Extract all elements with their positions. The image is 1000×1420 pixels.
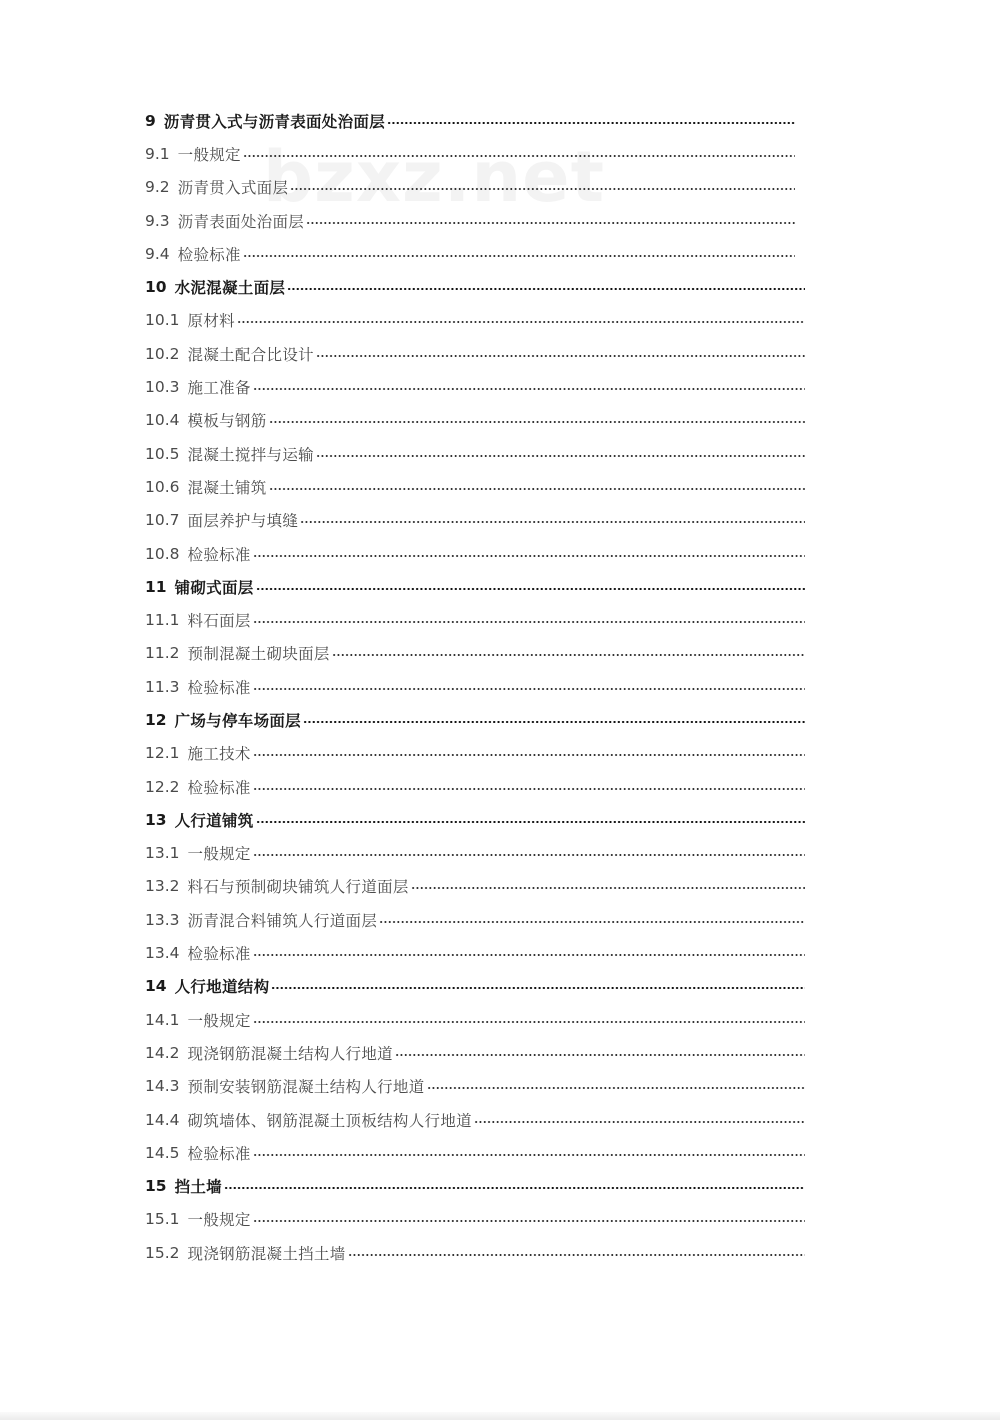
toc-entry-number: 10.3: [145, 378, 180, 397]
toc-entry-number: 12.2: [145, 777, 180, 796]
toc-entry-number: 14.2: [145, 1043, 180, 1062]
toc-chapter-entry[interactable]: [145, 703, 805, 736]
toc-dot-leader: [332, 654, 805, 656]
toc-dot-leader: [253, 754, 805, 756]
toc-entry-title: 施工技术: [187, 745, 251, 764]
toc-dot-leader: [387, 122, 795, 124]
toc-section-entry[interactable]: [145, 1070, 805, 1103]
toc-section-entry[interactable]: [145, 1236, 805, 1269]
toc-entry-title: 施工准备: [187, 379, 251, 398]
page-edge: [0, 1412, 1000, 1420]
watermark: bzxz.net: [263, 136, 606, 218]
toc-dot-leader: [271, 987, 805, 989]
toc-section-entry[interactable]: [145, 171, 805, 204]
toc-section-entry[interactable]: [145, 137, 805, 170]
toc-entry-number: 12.1: [145, 744, 180, 763]
toc-section-entry[interactable]: [145, 1136, 805, 1169]
toc-dot-leader: [290, 188, 795, 190]
toc-dot-leader: [253, 688, 805, 690]
toc-entry-number: 13: [145, 810, 167, 829]
toc-entry-title: 检验标准: [187, 1144, 251, 1163]
toc-section-entry[interactable]: [145, 737, 805, 770]
toc-section-entry[interactable]: [145, 837, 805, 870]
toc-entry-title: 检验标准: [187, 945, 251, 964]
toc-section-entry[interactable]: [145, 936, 805, 969]
toc-dot-leader: [253, 1021, 805, 1023]
toc-entry-title: 一般规定: [187, 1011, 251, 1030]
toc-entry-title: 检验标准: [187, 678, 251, 697]
toc-entry-number: 9.1: [145, 144, 170, 163]
toc-entry-number: 10.1: [145, 311, 180, 330]
toc-entry-title: 广场与停车场面层: [174, 711, 301, 730]
toc-chapter-entry[interactable]: [145, 1170, 805, 1203]
toc-dot-leader: [303, 721, 805, 723]
toc-chapter-entry[interactable]: [145, 803, 805, 836]
toc-dot-leader: [411, 887, 805, 889]
toc-section-entry[interactable]: [145, 404, 805, 437]
toc-section-entry[interactable]: [145, 537, 805, 570]
toc-dot-leader: [253, 1154, 805, 1156]
toc-dot-leader: [269, 421, 805, 423]
toc-section-entry[interactable]: [145, 637, 805, 670]
toc-entry-number: 14.3: [145, 1077, 180, 1096]
toc-entry-number: 9.2: [145, 178, 170, 197]
toc-entry-title: 预制安装钢筋混凝土结构人行地道: [187, 1078, 425, 1097]
toc-dot-leader: [269, 488, 805, 490]
toc-dot-leader: [253, 788, 805, 790]
toc-section-entry[interactable]: [145, 204, 805, 237]
toc-entry-title: 一般规定: [177, 145, 241, 164]
toc-entry-number: 15.1: [145, 1210, 180, 1229]
toc-entry-number: 13.4: [145, 944, 180, 963]
toc-entry-title: 砌筑墙体、钢筋混凝土顶板结构人行地道: [187, 1111, 472, 1130]
toc-entry-number: 11: [145, 577, 167, 596]
toc-entry-title: 现浇钢筋混凝土挡土墙: [187, 1244, 346, 1263]
toc-section-entry[interactable]: [145, 1203, 805, 1236]
toc-entry-number: 10.5: [145, 444, 180, 463]
toc-entry-number: 10.4: [145, 411, 180, 430]
toc-dot-leader: [395, 1054, 805, 1056]
toc-entry-title: 沥青表面处治面层: [177, 212, 305, 231]
toc-dot-leader: [316, 455, 805, 457]
toc-dot-leader: [316, 355, 805, 357]
toc-entry-number: 14.4: [145, 1110, 180, 1129]
toc-dot-leader: [256, 821, 805, 823]
toc-section-entry[interactable]: [145, 304, 805, 337]
toc-dot-leader: [474, 1121, 805, 1123]
toc-entry-title: 沥青贯入式与沥青表面处治面层: [163, 112, 385, 131]
toc-entry-title: 模板与钢筋: [187, 412, 267, 431]
toc-entry-number: 9.4: [145, 244, 170, 263]
toc-entry-title: 料石与预制砌块铺筑人行道面层: [187, 878, 409, 897]
toc-section-entry[interactable]: [145, 370, 805, 403]
toc-chapter-entry[interactable]: [145, 970, 805, 1003]
toc-section-entry[interactable]: [145, 1036, 805, 1069]
toc-entry-number: 11.2: [145, 644, 180, 663]
toc-entry-number: 13.2: [145, 877, 180, 896]
toc-entry-title: 检验标准: [187, 545, 251, 564]
toc-entry-number: 13.3: [145, 910, 180, 929]
toc-section-entry[interactable]: [145, 337, 805, 370]
toc-entry-number: 13.1: [145, 844, 180, 863]
toc-entry-number: 11.3: [145, 677, 180, 696]
toc-dot-leader: [306, 222, 795, 224]
toc-entry-title: 原材料: [187, 312, 235, 331]
toc-entry-number: 14.1: [145, 1010, 180, 1029]
toc-entry-title: 挡土墙: [174, 1178, 222, 1197]
toc-entry-number: 10.8: [145, 544, 180, 563]
toc-dot-leader: [253, 555, 805, 557]
toc-entry-title: 混凝土搅拌与运输: [187, 445, 314, 464]
toc-section-entry[interactable]: [145, 1003, 805, 1036]
toc-entry-number: 15: [145, 1177, 167, 1196]
toc-dot-leader: [427, 1087, 805, 1089]
toc-dot-leader: [253, 854, 805, 856]
toc-dot-leader: [253, 1220, 805, 1222]
toc-entry-title: 一般规定: [187, 1211, 251, 1230]
toc-dot-leader: [253, 621, 805, 623]
toc-entry-number: 10.6: [145, 477, 180, 496]
toc-dot-leader: [256, 588, 805, 590]
toc-entry-number: 14.5: [145, 1143, 180, 1162]
toc-entry-number: 14: [145, 977, 167, 996]
toc-entry-title: 混凝土配合比设计: [187, 345, 314, 364]
toc-entry-title: 面层养护与填缝: [187, 512, 299, 531]
toc-entry-title: 沥青贯入式面层: [177, 179, 289, 198]
toc-entry-number: 9.3: [145, 211, 170, 230]
toc-entry-title: 检验标准: [177, 245, 241, 264]
toc-section-entry[interactable]: [145, 870, 805, 903]
toc-chapter-entry[interactable]: [145, 270, 805, 303]
toc-entry-title: 预制混凝土砌块面层: [187, 645, 330, 664]
toc-section-entry[interactable]: [145, 237, 805, 270]
toc-entry-title: 检验标准: [187, 778, 251, 797]
toc-section-entry[interactable]: [145, 437, 805, 470]
toc-entry-number: 15.2: [145, 1243, 180, 1262]
toc-entry-title: 混凝土铺筑: [187, 478, 267, 497]
toc-section-entry[interactable]: [145, 1103, 805, 1136]
toc-dot-leader: [237, 321, 805, 323]
toc-entry-number: 11.1: [145, 611, 180, 630]
toc-entry-title: 一般规定: [187, 845, 251, 864]
toc-entry-title: 人行地道结构: [174, 978, 270, 997]
toc-dot-leader: [253, 388, 805, 390]
table-of-contents: [145, 104, 805, 1269]
toc-chapter-entry[interactable]: [145, 570, 805, 603]
toc-section-entry[interactable]: [145, 770, 805, 803]
toc-entry-number: 10.7: [145, 511, 180, 530]
toc-chapter-entry[interactable]: [145, 104, 805, 137]
toc-entry-title: 沥青混合料铺筑人行道面层: [187, 911, 378, 930]
toc-entry-title: 现浇钢筋混凝土结构人行地道: [187, 1044, 393, 1063]
toc-section-entry[interactable]: [145, 504, 805, 537]
toc-dot-leader: [300, 521, 805, 523]
toc-entry-number: 10: [145, 278, 167, 297]
toc-entry-title: 料石面层: [187, 612, 251, 631]
toc-dot-leader: [224, 1187, 805, 1189]
toc-section-entry[interactable]: [145, 903, 805, 936]
toc-dot-leader: [287, 288, 805, 290]
toc-section-entry[interactable]: [145, 670, 805, 703]
toc-entry-title: 铺砌式面层: [174, 578, 254, 597]
toc-section-entry[interactable]: [145, 470, 805, 503]
toc-dot-leader: [243, 155, 795, 157]
toc-entry-number: 12: [145, 710, 167, 729]
toc-entry-title: 水泥混凝土面层: [174, 279, 286, 298]
toc-entry-number: 10.2: [145, 344, 180, 363]
toc-dot-leader: [348, 1254, 805, 1256]
toc-entry-number: 9: [145, 111, 156, 130]
toc-section-entry[interactable]: [145, 603, 805, 636]
toc-dot-leader: [379, 921, 805, 923]
toc-dot-leader: [253, 954, 805, 956]
toc-dot-leader: [243, 255, 795, 257]
toc-entry-title: 人行道铺筑: [174, 811, 254, 830]
